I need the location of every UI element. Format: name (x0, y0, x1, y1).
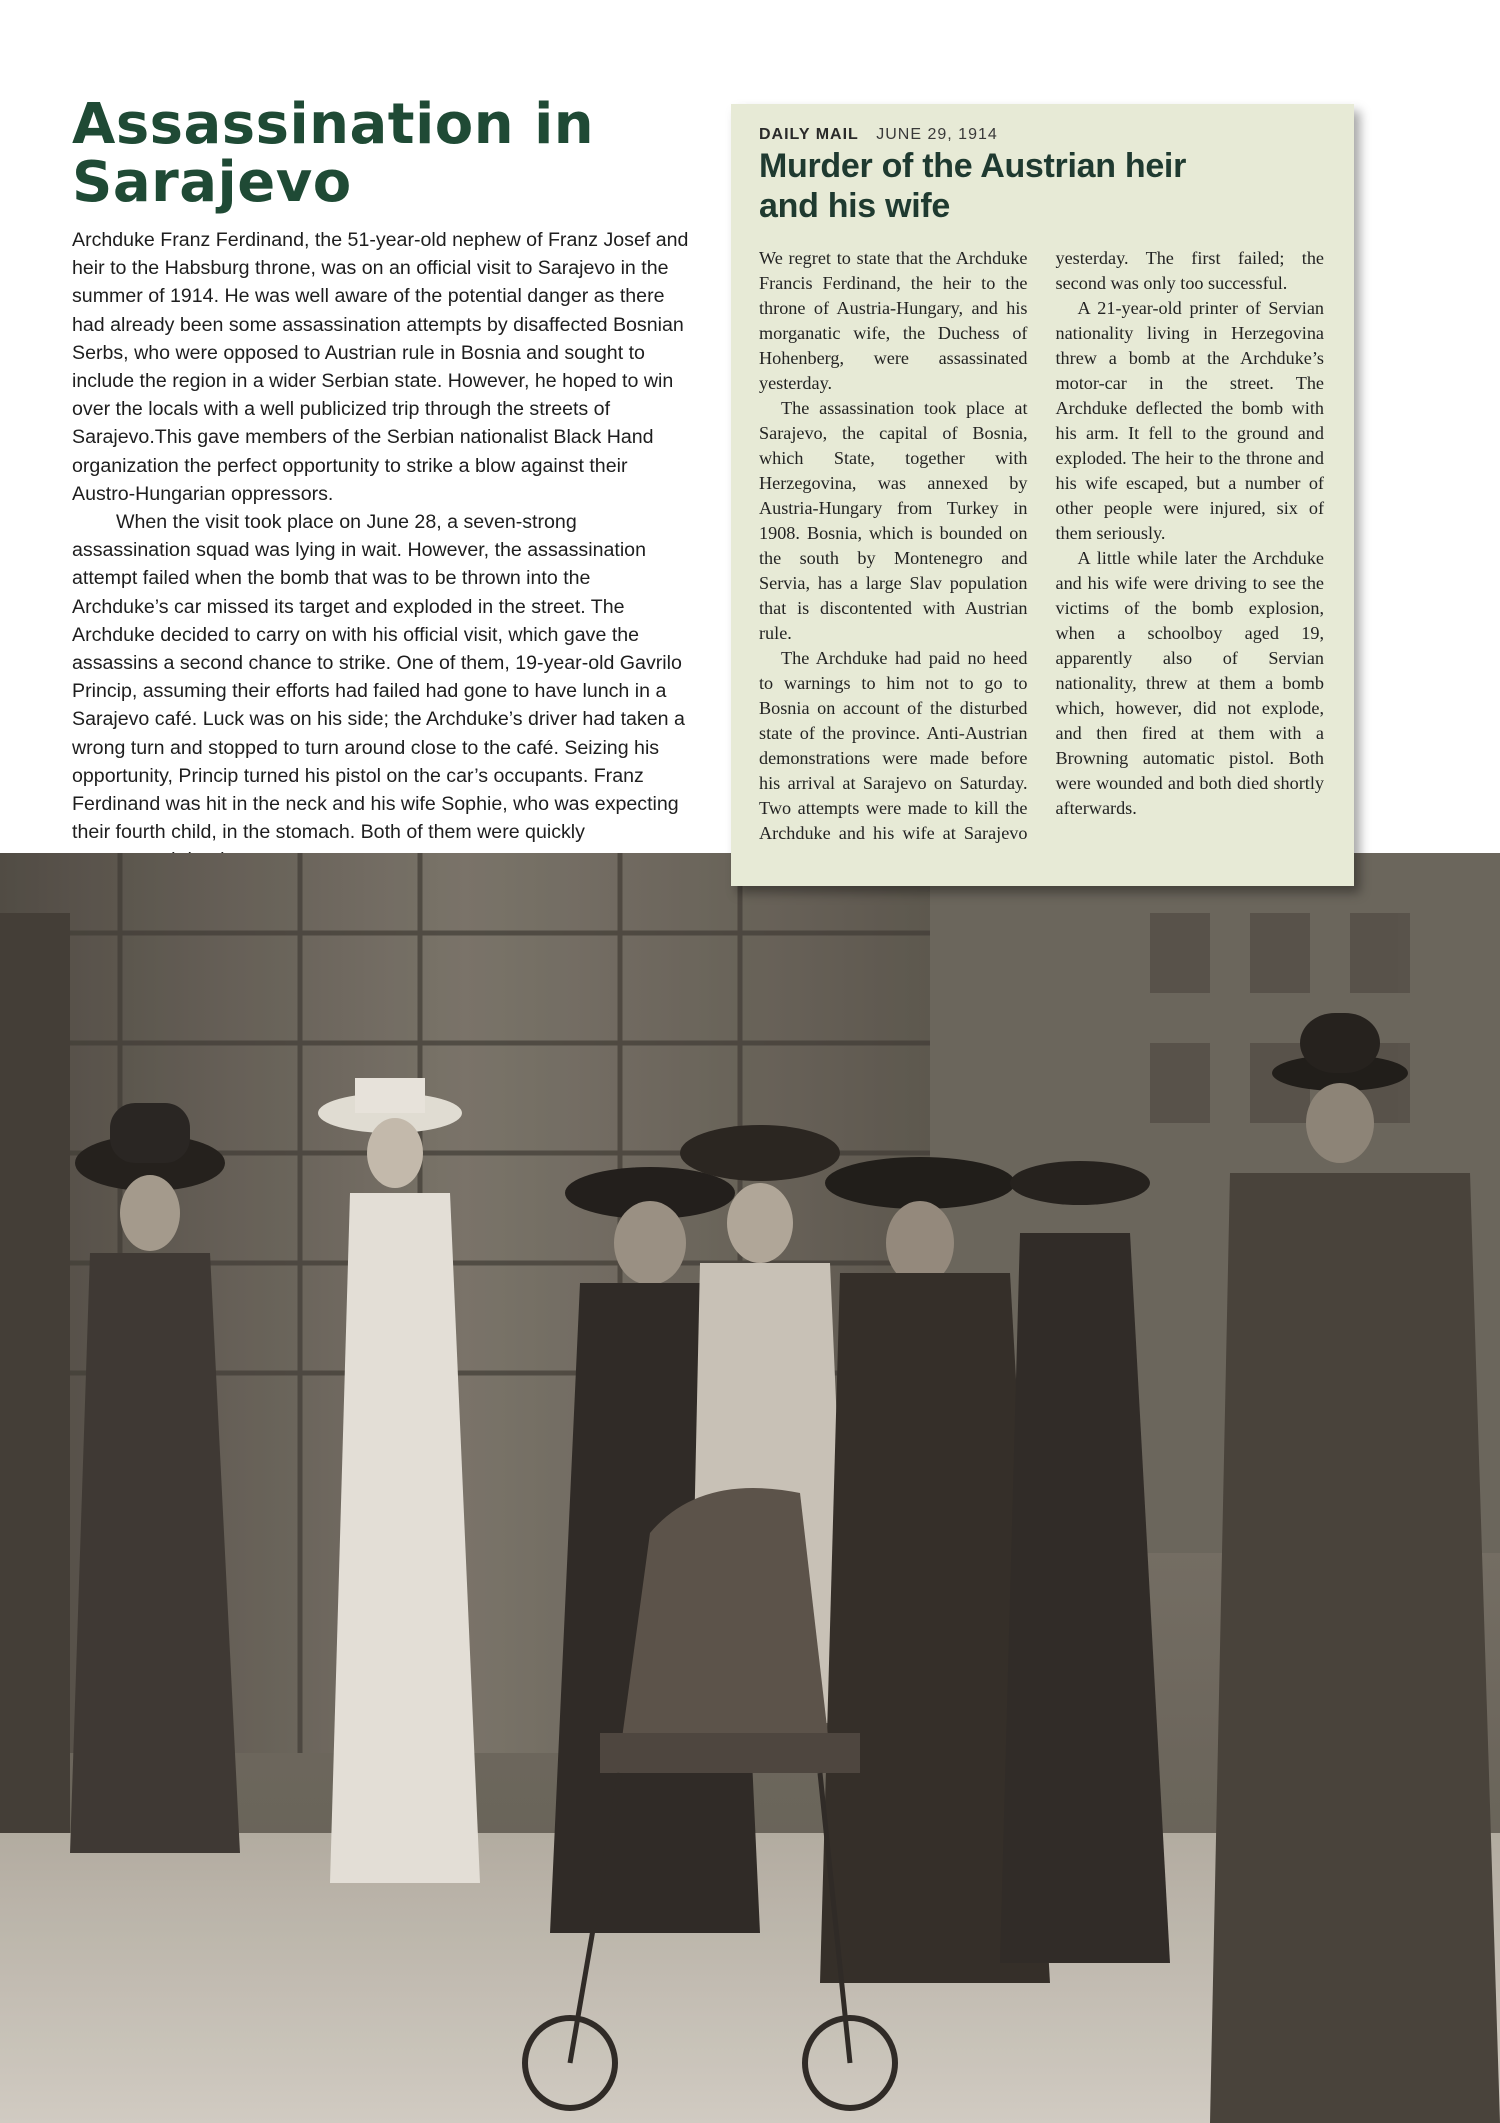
newspaper-meta (759, 126, 1324, 144)
photograph-illustration (0, 853, 1500, 2123)
newspaper-paragraph-3: The Archduke had paid no heed to warnings to him not to go to Bosnia on account of the disturbed state of the province. Anti-Austrian demonstrations were made before his arrival at Sarajevo on Saturday. Two attempts were made to kill the Archduke and his wife at Sarajevo yesterday. The first failed; the second was only too successful. (759, 248, 1324, 843)
article-paragraph-2: When the visit took place on June 28, a seven-strong assassination squad was lying in wait. However, the assassination attempt failed when the bomb that was to be thrown into the Archduke’s car missed its target and exploded in the street. The Archduke decided to carry on with his official visit, which gave the assassins a second chance to strike. One of them, 19-year-old Gavrilo Princip, assuming their efforts had failed had gone to have lunch in a Sarajevo café. Luck was on his side; the Archduke’s driver had taken a wrong turn and stopped to turn around close to the café. Seizing his opportunity, Princip turned his pistol on the car’s occupants. Franz Ferdinand was hit in the neck and his wife Sophie, who was expecting their fourth child, in the stomach. Both of them were quickly (72, 511, 685, 844)
newspaper-paragraph-1: We regret to state that the Archduke Francis Ferdinand, the heir to the throne of Austria-Hungary, and his morganatic wife, the Duchess of Hohenberg, were assassinated yesterday. (759, 248, 1028, 393)
newspaper-paragraph-5: A little while later the Archduke and his wife were driving to see the victims of the bomb explosion, when a schoolboy aged 19, apparently also of Servian nationality, threw at them a bomb which, however, did not explode, and then fired at them with a Browning automatic pistol. Both were wounded and both died shortly afterwards. (1055, 548, 1324, 818)
newspaper-headline (759, 146, 1324, 226)
article-title (72, 92, 690, 215)
newspaper-sidebar (731, 104, 1354, 886)
article-title-line-1: Assassination in (72, 92, 595, 157)
newspaper-paragraph-4: A 21-year-old printer of Servian nationality living in Herzegovina threw a bomb at the Archduke’s motor-car in the street. The Archduke deflected the bomb with his arm. It fell to the ground and exploded. The heir to the throne and his wife escaped, but a number of other people were injured, six of them seriously. (1055, 298, 1324, 543)
newspaper-headline-line-1: Murder of the Austrian heir (759, 147, 1187, 185)
newspaper-paragraph-2: The assassination took place at Sarajevo, the capital of Bosnia, which State, together with Herzegovina, was annexed by Austria-Hungary from Turkey in 1908. Bosnia, which is bounded on the south by Montenegro and Servia, has a large Slav population that is discontented with Austrian rule. (759, 398, 1028, 643)
newspaper-headline-line-2: and his wife (759, 187, 950, 225)
article-body (72, 226, 690, 875)
newspaper-source: DAILY MAIL (759, 126, 859, 143)
sepia-tone (0, 853, 1500, 2123)
main-article (72, 92, 690, 875)
article-title-line-2: Sarajevo (72, 150, 352, 215)
street-crowd-photograph (0, 853, 1500, 2123)
newspaper-date: JUNE 29, 1914 (876, 126, 998, 143)
article-paragraph-1: Archduke Franz Ferdinand, the 51-year-old nephew of Franz Josef and heir to the Habsburg throne, was on an official visit to Sarajevo in the summer of 1914. He was well aware of the potential danger as there had already been some assassination attempts by disaffected Bosnian Serbs, who were opposed to Austrian rule in Bosnia and sought to include the region in a wider Serbian state. However, he hoped to win over the locals with a well publicized trip through the streets of Sarajevo.This gave members of the Serbian nationalist Black Hand organization the perfect opportunity to strike a blow against their Austro-Hungarian oppressors. (72, 229, 689, 505)
newspaper-text-columns (759, 246, 1324, 846)
